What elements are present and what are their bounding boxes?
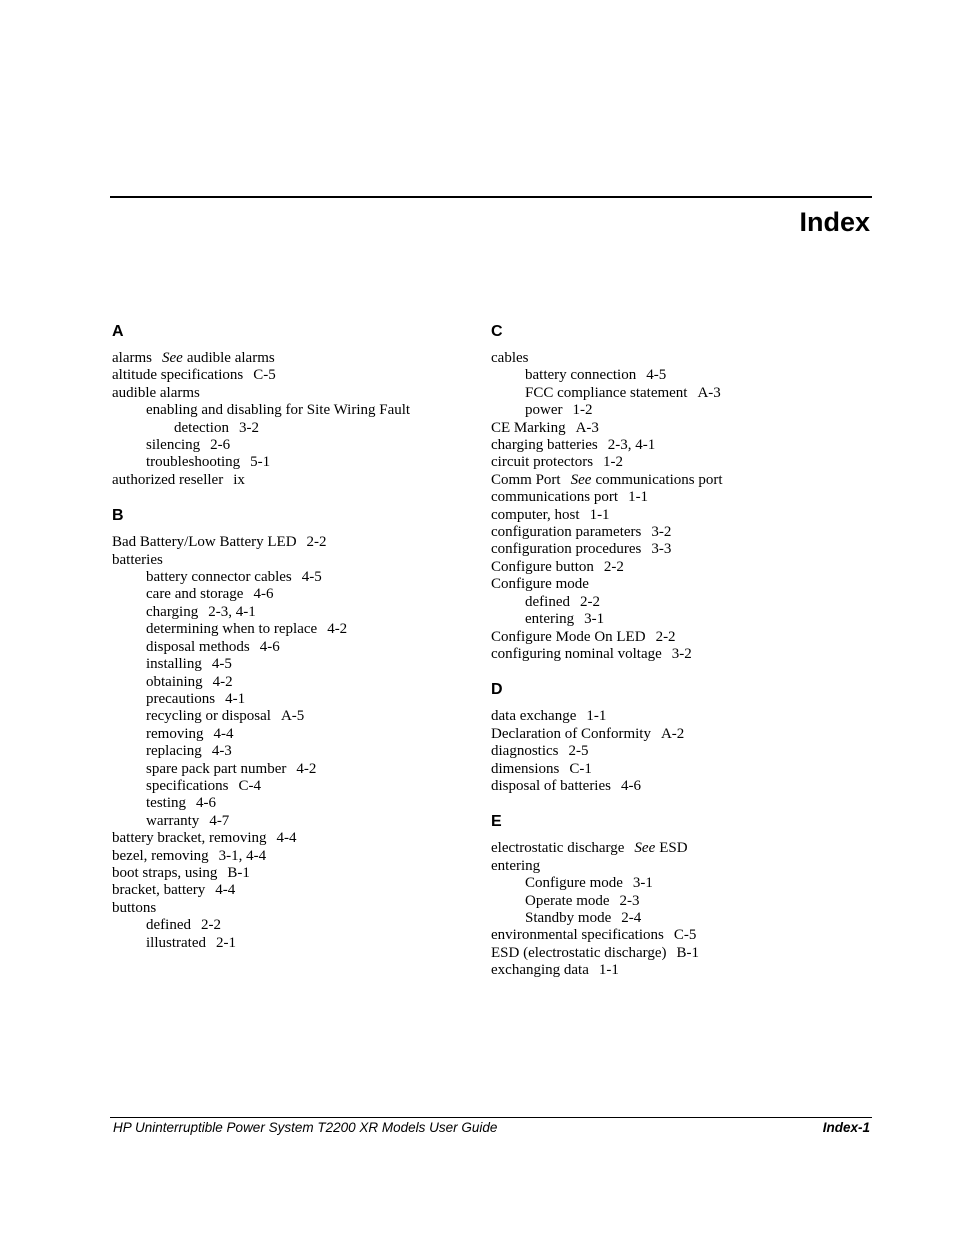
index-entry xyxy=(491,840,861,857)
entry-term: recycling or disposal xyxy=(146,708,271,725)
entry-term: diagnostics xyxy=(491,743,559,760)
entry-term: altitude specifications xyxy=(112,367,244,384)
entry-page-reference: 4-2 xyxy=(212,673,233,690)
entry-page-reference: C-5 xyxy=(253,367,276,384)
section-letter: C xyxy=(491,323,503,340)
entry-term: disposal methods xyxy=(146,638,250,655)
entry-term: determining when to replace xyxy=(146,621,318,638)
index-subentry xyxy=(491,611,861,628)
entry-term: charging xyxy=(146,603,199,620)
entry-page-reference: 3-1 xyxy=(584,611,605,628)
index-column-left xyxy=(112,322,482,969)
entry-page-reference: 1-2 xyxy=(603,454,624,471)
index-subentry xyxy=(112,795,482,812)
entry-page-reference: 5-1 xyxy=(250,454,271,471)
entry-term: data exchange xyxy=(491,708,577,725)
index-subentry xyxy=(112,621,482,638)
entry-term: Operate mode xyxy=(525,892,610,909)
entry-term: troubleshooting xyxy=(146,454,241,471)
index-entry xyxy=(112,385,482,402)
entry-term: Standby mode xyxy=(525,909,612,926)
footer-page-number: Index-1 xyxy=(822,1120,870,1135)
entry-page-reference: 4-1 xyxy=(225,690,246,707)
index-subentry xyxy=(112,656,482,673)
entry-term: Configure button xyxy=(491,558,594,575)
entry-page-reference: 4-4 xyxy=(215,882,236,899)
index-entry xyxy=(112,534,482,551)
entry-page-reference: 4-6 xyxy=(259,638,280,655)
entry-term: configuration procedures xyxy=(491,541,642,558)
entry-term: spare pack part number xyxy=(146,760,287,777)
entry-term: care and storage xyxy=(146,586,244,603)
index-entry xyxy=(491,420,861,437)
index-column-right xyxy=(491,322,861,997)
entry-term: battery bracket, removing xyxy=(112,830,267,847)
index-entry xyxy=(112,865,482,882)
entry-page-reference: 2-2 xyxy=(200,917,221,934)
index-entry xyxy=(491,350,861,367)
entry-term: circuit protectors xyxy=(491,454,594,471)
entry-page-reference: 2-6 xyxy=(210,437,231,454)
index-entry xyxy=(491,726,861,743)
entry-term: buttons xyxy=(112,899,157,916)
index-entry xyxy=(112,830,482,847)
entry-page-reference: 4-5 xyxy=(301,569,322,586)
index-subentry xyxy=(112,935,482,952)
entry-page-reference: 1-1 xyxy=(586,708,607,725)
entry-term: authorized reseller xyxy=(112,471,224,488)
entry-term: Comm Port xyxy=(491,471,561,488)
entry-term: cables xyxy=(491,350,529,366)
entry-page-reference: 4-4 xyxy=(213,725,234,742)
entry-page-reference: 4-5 xyxy=(646,367,667,384)
index-section-b xyxy=(112,506,482,952)
index-entry xyxy=(112,882,482,899)
entry-term: Bad Battery/Low Battery LED xyxy=(112,534,297,551)
index-entry xyxy=(491,778,861,795)
index-subentry xyxy=(112,708,482,725)
index-subentry xyxy=(491,893,861,910)
footer-rule xyxy=(110,1117,872,1118)
index-subentry xyxy=(112,813,482,830)
index-subentry xyxy=(112,778,482,795)
see-reference-target: communications port xyxy=(595,471,723,488)
entry-term: replacing xyxy=(146,743,202,760)
see-reference-label: See xyxy=(161,350,183,366)
index-entry xyxy=(491,489,861,506)
entry-page-reference: 2-3, 4-1 xyxy=(208,603,256,620)
entry-term: Configure mode xyxy=(491,576,589,593)
entry-page-reference: 2-2 xyxy=(306,534,327,551)
entry-page-reference: C-1 xyxy=(569,760,592,777)
entry-term: power xyxy=(525,402,563,419)
index-entry xyxy=(491,927,861,944)
section-letter: E xyxy=(491,813,502,831)
entry-page-reference: 3-2 xyxy=(651,524,672,541)
index-entry xyxy=(491,559,861,576)
entry-term: testing xyxy=(146,795,186,812)
index-subentry xyxy=(112,420,482,437)
entry-page-reference: 1-1 xyxy=(628,489,649,506)
entry-page-reference: 3-1 xyxy=(632,875,653,892)
entry-term: batteries xyxy=(112,551,163,568)
index-subentry xyxy=(112,586,482,603)
entry-term: audible alarms xyxy=(112,384,200,401)
entry-term: configuring nominal voltage xyxy=(491,645,662,662)
index-entry xyxy=(491,646,861,663)
entry-page-reference: 4-2 xyxy=(327,621,348,638)
index-section-c xyxy=(491,322,861,663)
index-subentry xyxy=(112,569,482,586)
entry-page-reference: A-2 xyxy=(660,725,685,742)
entry-page-reference: ix xyxy=(233,471,245,488)
entry-term: specifications xyxy=(146,777,229,794)
index-entry xyxy=(491,858,861,875)
index-entry xyxy=(491,454,861,471)
entry-term: Configure Mode On LED xyxy=(491,628,646,645)
entry-term: battery connector cables xyxy=(146,569,292,586)
index-entry xyxy=(112,472,482,489)
index-entry xyxy=(112,552,482,569)
entry-page-reference: 4-6 xyxy=(196,795,216,812)
see-reference-label: See xyxy=(570,471,592,488)
entry-term: illustrated xyxy=(146,934,206,951)
index-subentry xyxy=(112,437,482,454)
entry-page-reference: A-3 xyxy=(575,419,599,436)
entry-term: disposal of batteries xyxy=(491,777,611,794)
index-subentry xyxy=(112,726,482,743)
entry-page-reference: B-1 xyxy=(227,864,250,881)
index-section-d xyxy=(491,680,861,795)
header-rule xyxy=(110,196,872,198)
index-entry xyxy=(491,743,861,760)
index-subentry xyxy=(491,367,861,384)
index-entry xyxy=(112,350,482,367)
entry-page-reference: 4-6 xyxy=(253,586,274,603)
entry-page-reference: A-5 xyxy=(280,708,305,725)
index-entry xyxy=(491,437,861,454)
entry-term: removing xyxy=(146,725,204,742)
entry-page-reference: 3-3 xyxy=(651,541,672,558)
index-entry xyxy=(491,945,861,962)
entry-term: entering xyxy=(491,857,541,874)
index-subentry xyxy=(491,402,861,419)
entry-page-reference: 4-6 xyxy=(620,777,641,794)
entry-page-reference: 2-4 xyxy=(621,909,642,926)
entry-term: obtaining xyxy=(146,673,203,690)
index-entry xyxy=(112,900,482,917)
index-subentry xyxy=(112,454,482,471)
entry-term: exchanging data xyxy=(491,962,589,979)
index-subentry xyxy=(491,875,861,892)
entry-term: battery connection xyxy=(525,367,637,384)
entry-page-reference: 3-2 xyxy=(238,419,259,436)
index-subentry xyxy=(112,743,482,760)
entry-term: boot straps, using xyxy=(112,864,218,881)
entry-page-reference: C-4 xyxy=(238,777,261,794)
entry-page-reference: B-1 xyxy=(676,944,699,961)
section-letter: A xyxy=(112,323,124,340)
entry-page-reference: 4-5 xyxy=(211,656,232,673)
index-entry xyxy=(491,524,861,541)
index-entry xyxy=(491,472,861,489)
entry-page-reference: 1-1 xyxy=(598,962,619,979)
entry-term: computer, host xyxy=(491,506,580,523)
entry-page-reference: 3-1, 4-4 xyxy=(218,847,267,864)
entry-page-reference: 2-3, 4-1 xyxy=(607,437,656,454)
index-section-a xyxy=(112,322,482,489)
entry-page-reference: 4-4 xyxy=(276,830,297,847)
entry-term: warranty xyxy=(146,812,200,829)
index-subentry xyxy=(112,402,482,419)
footer-document-title: HP Uninterruptible Power System T2200 XR Models User Guide xyxy=(113,1120,498,1135)
see-reference-target: ESD xyxy=(659,840,688,857)
index-entry xyxy=(112,367,482,384)
entry-page-reference: 2-1 xyxy=(216,934,236,951)
entry-term: communications port xyxy=(491,489,619,506)
index-entry xyxy=(491,576,861,593)
entry-page-reference: 2-3 xyxy=(619,892,640,909)
index-section-e xyxy=(491,812,861,979)
entry-term: Declaration of Conformity xyxy=(491,725,651,742)
entry-page-reference: A-3 xyxy=(697,384,721,401)
entry-page-reference: 4-2 xyxy=(296,760,317,777)
entry-term: installing xyxy=(146,656,202,673)
index-entry xyxy=(491,629,861,646)
index-entry xyxy=(112,848,482,865)
entry-term: detection xyxy=(174,419,229,436)
section-letter: B xyxy=(112,507,124,525)
index-subentry xyxy=(112,917,482,934)
entry-term: CE Marking xyxy=(491,419,566,436)
entry-term: electrostatic discharge xyxy=(491,840,625,857)
entry-term: enabling and disabling for Site Wiring Fault xyxy=(146,402,411,419)
section-letter: D xyxy=(491,681,503,699)
entry-term: FCC compliance statement xyxy=(525,384,688,401)
entry-page-reference: 4-3 xyxy=(211,743,232,760)
entry-page-reference: C-5 xyxy=(673,927,697,944)
entry-page-reference: 2-2 xyxy=(579,593,600,610)
entry-page-reference: 2-2 xyxy=(655,628,676,645)
entry-term: silencing xyxy=(146,437,201,454)
entry-term: configuration parameters xyxy=(491,524,642,541)
index-subentry xyxy=(491,594,861,611)
see-reference-label: See xyxy=(634,840,656,857)
entry-term: bracket, battery xyxy=(112,882,206,899)
entry-term: charging batteries xyxy=(491,437,598,454)
entry-term: bezel, removing xyxy=(112,847,209,864)
entry-term: environmental specifications xyxy=(491,927,664,944)
index-subentry xyxy=(112,691,482,708)
page-title: Index xyxy=(799,207,870,237)
index-subentry xyxy=(112,604,482,621)
index-entry xyxy=(491,507,861,524)
index-subentry xyxy=(491,910,861,927)
entry-term: alarms xyxy=(112,350,152,366)
entry-page-reference: 3-2 xyxy=(671,645,692,662)
index-entry xyxy=(491,541,861,558)
entry-term: ESD (electrostatic discharge) xyxy=(491,944,667,961)
index-subentry xyxy=(491,385,861,402)
entry-page-reference: 2-5 xyxy=(568,743,589,760)
index-subentry xyxy=(112,674,482,691)
index-entry xyxy=(491,962,861,979)
entry-term: entering xyxy=(525,611,575,628)
index-subentry xyxy=(112,639,482,656)
see-reference-target: audible alarms xyxy=(186,350,275,366)
entry-term: defined xyxy=(146,917,191,934)
index-entry xyxy=(491,761,861,778)
entry-term: precautions xyxy=(146,690,216,707)
index-subentry xyxy=(112,761,482,778)
entry-page-reference: 1-1 xyxy=(589,506,610,523)
index-entry xyxy=(491,708,861,725)
entry-page-reference: 1-2 xyxy=(572,402,593,419)
entry-term: dimensions xyxy=(491,760,560,777)
entry-page-reference: 2-2 xyxy=(603,558,624,575)
entry-term: Configure mode xyxy=(525,875,623,892)
entry-term: defined xyxy=(525,593,570,610)
entry-page-reference: 4-7 xyxy=(209,812,230,829)
